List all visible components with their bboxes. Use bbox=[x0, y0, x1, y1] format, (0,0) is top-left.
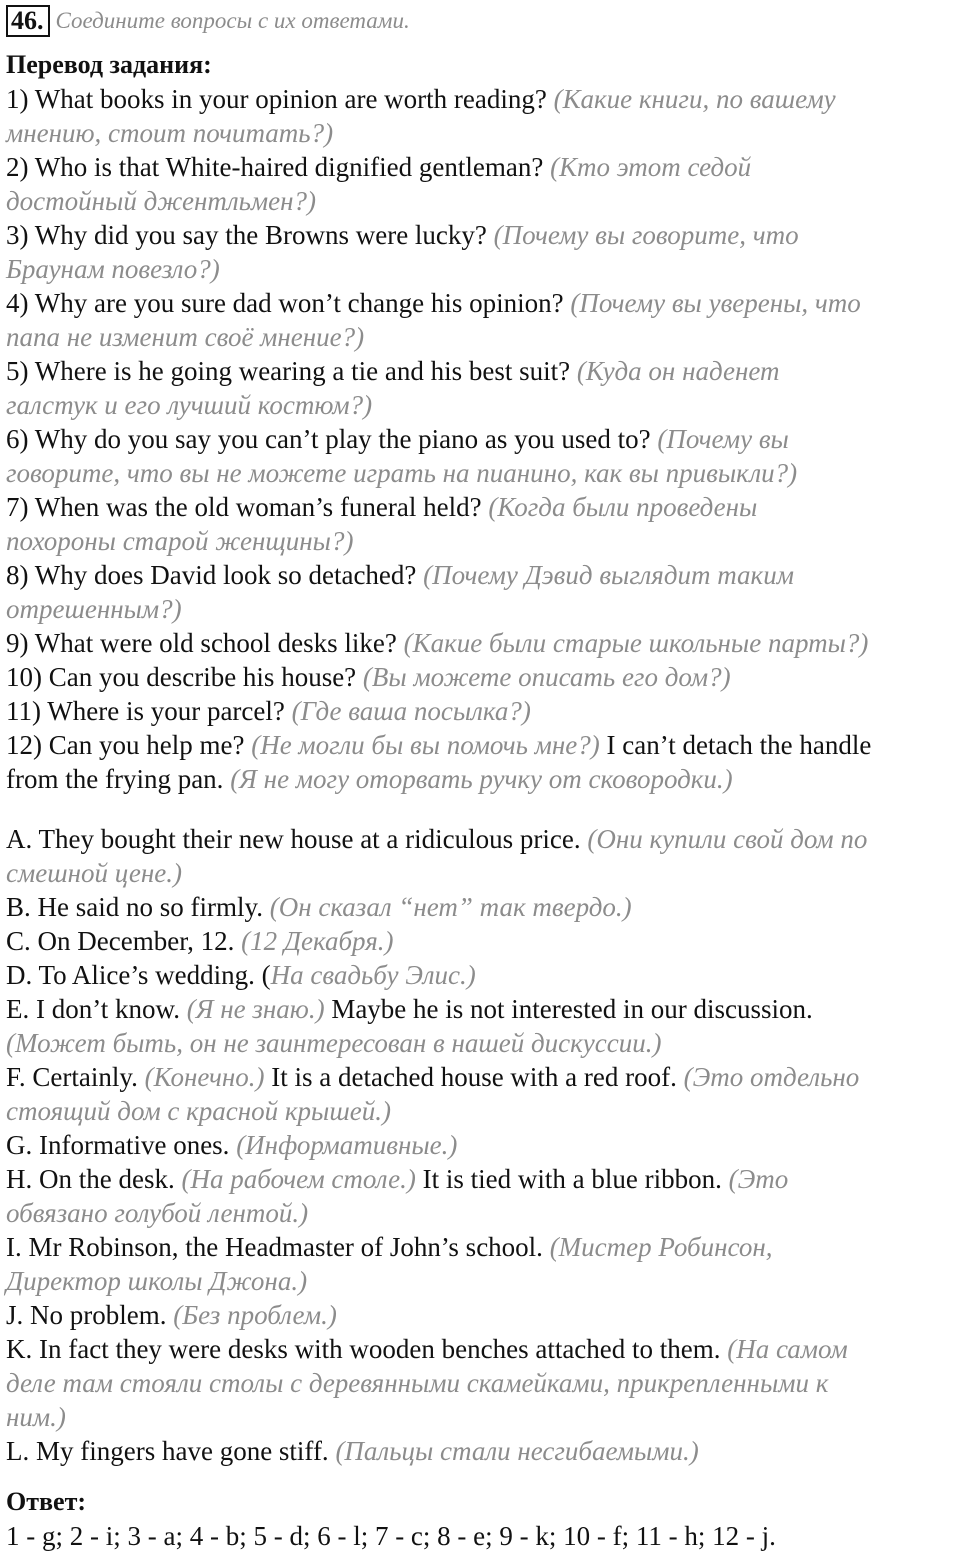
translation-text: (Куда он наденет bbox=[576, 356, 780, 386]
translation-text: Директор школы Джона.) bbox=[6, 1266, 308, 1296]
question-line bbox=[6, 728, 871, 762]
translation-text: (Пальцы стали несгибаемыми.) bbox=[335, 1436, 699, 1466]
english-text: 5) Where is he going wearing a tie and his best suit? bbox=[6, 356, 577, 386]
english-text: E. I don’t know. bbox=[6, 994, 187, 1024]
answer-line bbox=[6, 822, 867, 856]
exercise-instruction: Соедините вопросы с их ответами. bbox=[55, 8, 410, 33]
question-line bbox=[6, 558, 871, 592]
english-text: 8) Why does David look so detached? bbox=[6, 560, 424, 590]
answers-block bbox=[6, 822, 867, 1468]
answer-line bbox=[6, 1264, 867, 1298]
english-text: I. Mr Robinson, the Headmaster of John’s school. bbox=[6, 1232, 550, 1262]
question-line bbox=[6, 286, 871, 320]
translation-text: На свадьбу Элис.) bbox=[270, 960, 476, 990]
translation-text: (Какие были старые школьные парты?) bbox=[403, 628, 869, 658]
translation-text: смешной цене.) bbox=[6, 858, 183, 888]
english-text: from the frying pan. bbox=[6, 764, 231, 794]
english-text: 3) Why did you say the Browns were lucky? bbox=[6, 220, 494, 250]
answer-line bbox=[6, 1026, 867, 1060]
exercise-number: 46. bbox=[6, 5, 50, 37]
answer-title: Ответ: bbox=[6, 1487, 87, 1516]
english-text: L. My fingers have gone stiff. bbox=[6, 1436, 336, 1466]
answer-line bbox=[6, 1196, 867, 1230]
english-text: 12) Can you help me? bbox=[6, 730, 252, 760]
question-line bbox=[6, 388, 871, 422]
question-line bbox=[6, 524, 871, 558]
english-text: It is tied with a blue ribbon. bbox=[415, 1164, 729, 1194]
answer-line bbox=[6, 1434, 867, 1468]
english-text: F. Certainly. bbox=[6, 1062, 145, 1092]
translation-text: мнению, стоит почитать?) bbox=[6, 118, 334, 148]
english-text: 2) Who is that White-haired dignified gentleman? bbox=[6, 152, 551, 182]
translation-text: (Я не знаю.) bbox=[186, 994, 325, 1024]
question-line bbox=[6, 184, 871, 218]
answer-line bbox=[6, 1400, 867, 1434]
answer-line bbox=[6, 924, 867, 958]
translation-text: папа не изменит своё мнение?) bbox=[6, 322, 365, 352]
translation-text: (На рабочем столе.) bbox=[181, 1164, 416, 1194]
question-line bbox=[6, 694, 871, 728]
answer-line bbox=[6, 856, 867, 890]
question-line bbox=[6, 82, 871, 116]
translation-text: отрешенным?) bbox=[6, 594, 182, 624]
translation-text: Браунам повезло?) bbox=[6, 254, 220, 284]
translation-text: (Вы можете описать его дом?) bbox=[362, 662, 731, 692]
answer-line bbox=[6, 1332, 867, 1366]
translation-text: (Где ваша посылка?) bbox=[291, 696, 531, 726]
translation-text: (Какие книги, по вашему bbox=[553, 84, 836, 114]
translation-text: деле там стояли столы с деревянными скамейками, прикрепленными к bbox=[6, 1368, 829, 1398]
answer-line bbox=[6, 1060, 867, 1094]
translation-text: (Почему вы bbox=[657, 424, 789, 454]
question-line bbox=[6, 320, 871, 354]
translation-text: (Я не могу оторвать ручку от сковородки.) bbox=[230, 764, 733, 794]
translation-text: (Это отдельно bbox=[683, 1062, 860, 1092]
answer-line bbox=[6, 1298, 867, 1332]
translation-text: (Конечно.) bbox=[144, 1062, 265, 1092]
question-list bbox=[6, 82, 871, 796]
exercise-header bbox=[6, 5, 410, 37]
question-line bbox=[6, 116, 871, 150]
question-line bbox=[6, 660, 871, 694]
english-text: 11) Where is your parcel? bbox=[6, 696, 292, 726]
translation-text: обвязано голубой лентой.) bbox=[6, 1198, 309, 1228]
question-line bbox=[6, 626, 871, 660]
answer-line bbox=[6, 1162, 867, 1196]
english-text: 6) Why do you say you can’t play the piano as you used to? bbox=[6, 424, 658, 454]
question-line bbox=[6, 456, 871, 490]
english-text: D. To Alice’s wedding. ( bbox=[6, 960, 271, 990]
english-text: It is a detached house with a red roof. bbox=[264, 1062, 684, 1092]
translation-text: ним.) bbox=[6, 1402, 66, 1432]
english-text: K. In fact they were desks with wooden benches attached to them. bbox=[6, 1334, 728, 1364]
translation-text: (На самом bbox=[727, 1334, 848, 1364]
translation-text: (Когда были проведены bbox=[488, 492, 758, 522]
english-text: G. Informative ones. bbox=[6, 1130, 237, 1160]
translation-text: стоящий дом с красной крышей.) bbox=[6, 1096, 391, 1126]
english-text: 9) What were old school desks like? bbox=[6, 628, 404, 658]
question-line bbox=[6, 150, 871, 184]
answer-list bbox=[6, 822, 867, 1468]
answer-line bbox=[6, 890, 867, 924]
translation-text: (Кто этот седой bbox=[550, 152, 752, 182]
english-text: C. On December, 12. bbox=[6, 926, 242, 956]
translation-text: говорите, что вы не можете играть на пианино, как вы привыкли?) bbox=[6, 458, 798, 488]
translation-text: (Он сказал “нет” так твердо.) bbox=[269, 892, 632, 922]
question-line bbox=[6, 592, 871, 626]
answer-key: 1 - g; 2 - i; 3 - a; 4 - b; 5 - d; 6 - l; 7 - c; 8 - e; 9 - k; 10 - f; 11 - h; 12 - j. bbox=[6, 1521, 776, 1551]
english-text: B. He said no so firmly. bbox=[6, 892, 270, 922]
translation-text: (Не могли бы вы помочь мне?) bbox=[251, 730, 600, 760]
english-text: 4) Why are you sure dad won’t change his opinion? bbox=[6, 288, 571, 318]
translation-text: (Это bbox=[728, 1164, 789, 1194]
translation-text: похороны старой женщины?) bbox=[6, 526, 354, 556]
english-text: Maybe he is not interested in our discussion. bbox=[324, 994, 813, 1024]
english-text: 7) When was the old woman’s funeral held? bbox=[6, 492, 489, 522]
translation-text: (Без проблем.) bbox=[173, 1300, 337, 1330]
question-line bbox=[6, 252, 871, 286]
answer-line bbox=[6, 992, 867, 1026]
question-line bbox=[6, 422, 871, 456]
question-line bbox=[6, 762, 871, 796]
english-text: H. On the desk. bbox=[6, 1164, 182, 1194]
translation-text: достойный джентльмен?) bbox=[6, 186, 317, 216]
english-text: 10) Can you describe his house? bbox=[6, 662, 363, 692]
translation-text: галстук и его лучший костюм?) bbox=[6, 390, 373, 420]
answer-line bbox=[6, 1094, 867, 1128]
translation-text: (Информативные.) bbox=[236, 1130, 458, 1160]
answer-line bbox=[6, 958, 867, 992]
question-line bbox=[6, 218, 871, 252]
translation-text: (12 Декабря.) bbox=[241, 926, 394, 956]
translation-text: (Почему вы говорите, что bbox=[493, 220, 799, 250]
english-text: I can’t detach the handle bbox=[599, 730, 872, 760]
answer-line bbox=[6, 1366, 867, 1400]
question-line bbox=[6, 490, 871, 524]
english-text: J. No problem. bbox=[6, 1300, 174, 1330]
translation-text: (Может быть, он не заинтересован в нашей дискуссии.) bbox=[6, 1028, 662, 1058]
questions-block bbox=[6, 48, 871, 796]
translation-text: (Почему Дэвид выглядит таким bbox=[423, 560, 794, 590]
question-line bbox=[6, 354, 871, 388]
answer-line bbox=[6, 1230, 867, 1264]
translation-text: (Почему вы уверены, что bbox=[570, 288, 861, 318]
answer-key-block bbox=[6, 1485, 776, 1553]
english-text: A. They bought their new house at a ridiculous price. bbox=[6, 824, 588, 854]
english-text: 1) What books in your opinion are worth reading? bbox=[6, 84, 554, 114]
answer-line bbox=[6, 1128, 867, 1162]
translation-text: (Они купили свой дом по bbox=[587, 824, 868, 854]
translation-title: Перевод задания: bbox=[6, 50, 212, 79]
translation-text: (Мистер Робинсон, bbox=[549, 1232, 773, 1262]
